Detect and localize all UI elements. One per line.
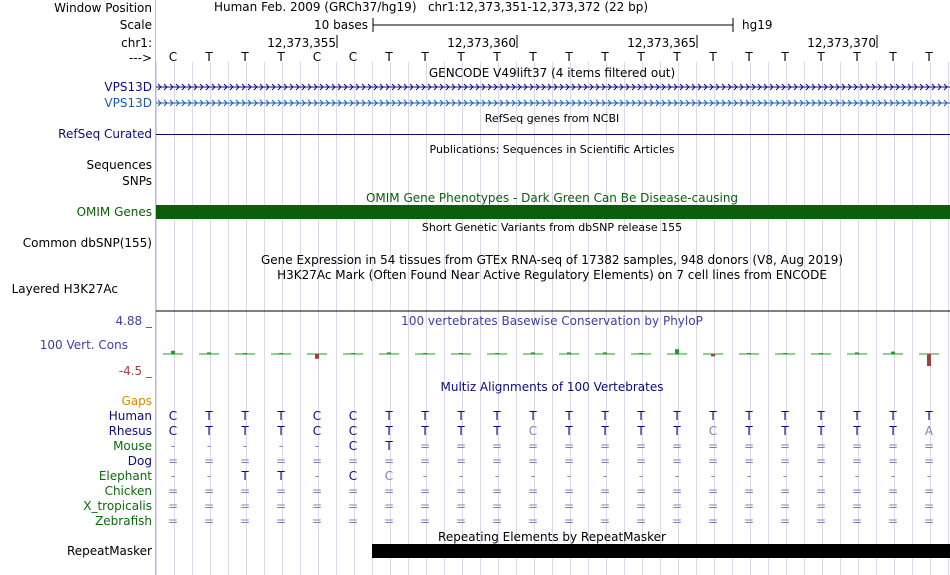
track-image-area[interactable]: [156, 0, 950, 575]
alignment-base: -: [674, 469, 680, 483]
alignment-base: =: [671, 439, 683, 453]
alignment-base: -: [782, 469, 788, 483]
label-omim-genes[interactable]: OMIM Genes: [76, 205, 152, 219]
alignment-base: =: [275, 454, 287, 468]
publications-title: Publications: Sequences in Scientific Articles: [429, 143, 675, 156]
phylop-bar: [603, 352, 607, 354]
alignment-base: =: [635, 499, 647, 513]
alignment-base: C: [312, 409, 322, 423]
base-letter: C: [348, 50, 358, 64]
alignment-base: =: [851, 484, 863, 498]
base-letter: T: [925, 50, 933, 64]
base-letter: T: [817, 50, 825, 64]
assembly-name: Human Feb. 2009 (GRCh37/hg19): [213, 0, 417, 14]
alignment-base: =: [311, 514, 323, 528]
alignment-base: T: [241, 409, 249, 423]
base-letter: C: [312, 50, 322, 64]
alignment-base: =: [563, 454, 575, 468]
alignment-base: =: [671, 454, 683, 468]
alignment-base: =: [851, 439, 863, 453]
alignment-base: =: [383, 484, 395, 498]
alignment-base: T: [889, 424, 897, 438]
alignment-base: =: [419, 454, 431, 468]
alignment-base: C: [528, 424, 538, 438]
position-range: chr1:12,373,351-12,373,372 (22 bp): [427, 0, 649, 14]
alignment-base: =: [779, 514, 791, 528]
alignment-base: =: [419, 499, 431, 513]
alignment-base: =: [311, 499, 323, 513]
alignment-base: =: [563, 484, 575, 498]
alignment-base: =: [383, 454, 395, 468]
alignment-base: =: [203, 514, 215, 528]
alignment-base: =: [347, 514, 359, 528]
alignment-base: =: [635, 454, 647, 468]
alignment-base: T: [601, 424, 609, 438]
alignment-base: =: [347, 484, 359, 498]
alignment-base: =: [491, 514, 503, 528]
position-tick-3: 12,373,365: [627, 36, 696, 50]
alignment-base: -: [638, 469, 644, 483]
label-window-position: Window Position: [54, 1, 152, 15]
alignment-base: =: [851, 499, 863, 513]
alignment-base: =: [527, 499, 539, 513]
alignment-base: =: [455, 484, 467, 498]
multiz-title: Multiz Alignments of 100 Vertebrates: [440, 380, 664, 394]
alignment-base: T: [853, 424, 861, 438]
alignment-base: T: [673, 409, 681, 423]
alignment-base: =: [275, 499, 287, 513]
alignment-base: T: [529, 409, 537, 423]
phylop-bar: [387, 352, 391, 354]
alignment-base: =: [275, 514, 287, 528]
alignment-base: T: [781, 409, 789, 423]
phylop-bar: [783, 353, 787, 354]
alignment-base: T: [493, 424, 501, 438]
label-cons-min: -4.5 _: [118, 364, 152, 378]
alignment-base: -: [170, 439, 176, 453]
alignment-base: =: [455, 454, 467, 468]
alignment-base: =: [743, 499, 755, 513]
base-letter: T: [637, 50, 645, 64]
alignment-base: =: [383, 514, 395, 528]
base-letter: T: [565, 50, 573, 64]
base-letter: T: [781, 50, 789, 64]
label-chicken[interactable]: Chicken: [104, 484, 152, 498]
alignment-base: =: [671, 499, 683, 513]
alignment-base: C: [348, 424, 358, 438]
phylop-bar: [747, 353, 751, 354]
phylop-plot[interactable]: [156, 338, 950, 378]
alignment-base: =: [635, 514, 647, 528]
scale-text: 10 bases: [314, 18, 368, 32]
alignment-base: =: [311, 484, 323, 498]
label-strand[interactable]: --->: [128, 51, 152, 65]
alignment-base: -: [242, 439, 248, 453]
alignment-base: T: [889, 409, 897, 423]
alignment-base: =: [851, 514, 863, 528]
snp-title: Short Genetic Variants from dbSNP release 155: [421, 221, 683, 234]
alignment-base: T: [385, 424, 393, 438]
alignment-base: =: [167, 514, 179, 528]
alignment-base: =: [527, 484, 539, 498]
label-elephant[interactable]: Elephant: [98, 469, 152, 483]
position-tick-4: 12,373,370: [807, 36, 876, 50]
h3k27ac-title: H3K27Ac Mark (Often Found Near Active Regulatory Elements) on 7 cell lines from ENCODE: [277, 268, 827, 282]
phylop-bar: [207, 352, 211, 354]
alignment-base: T: [385, 409, 393, 423]
alignment-base: =: [779, 454, 791, 468]
phylop-bar: [675, 349, 679, 354]
base-letter: T: [709, 50, 717, 64]
alignment-base: -: [746, 469, 752, 483]
alignment-base: T: [241, 424, 249, 438]
alignment-base: -: [854, 469, 860, 483]
alignment-base: =: [923, 499, 935, 513]
alignment-base: -: [206, 469, 212, 483]
alignment-base: C: [312, 424, 322, 438]
alignment-base: -: [710, 469, 716, 483]
alignment-base: =: [815, 514, 827, 528]
base-letter: T: [457, 50, 465, 64]
alignment-base: =: [671, 484, 683, 498]
track-labels-panel: [0, 0, 155, 575]
base-letter: T: [889, 50, 897, 64]
alignment-base: =: [707, 454, 719, 468]
alignment-base: -: [206, 439, 212, 453]
alignment-base: =: [239, 484, 251, 498]
alignment-base: =: [203, 484, 215, 498]
alignment-base: -: [566, 469, 572, 483]
base-letter: T: [205, 50, 213, 64]
refseq-gene-line[interactable]: [156, 133, 950, 137]
alignment-base: =: [563, 499, 575, 513]
position-tick-2: 12,373,360: [447, 36, 516, 50]
phylop-bar: [855, 352, 859, 354]
alignment-base: =: [851, 454, 863, 468]
phylop-bar: [711, 354, 715, 356]
label-vps13d-2[interactable]: VPS13D: [104, 96, 152, 110]
position-tick-marks: [156, 0, 950, 60]
alignment-base: =: [527, 514, 539, 528]
label-refseq-curated[interactable]: RefSeq Curated: [58, 127, 152, 141]
base-letter: T: [745, 50, 753, 64]
label-100-vert-cons[interactable]: 100 Vert. Cons: [39, 338, 128, 352]
alignment-base: C: [348, 469, 358, 483]
alignment-base: T: [277, 469, 285, 483]
alignment-base: =: [923, 514, 935, 528]
alignment-base: =: [491, 454, 503, 468]
alignment-base: =: [779, 484, 791, 498]
label-human[interactable]: Human: [108, 409, 152, 423]
alignment-base: =: [599, 484, 611, 498]
alignment-base: =: [167, 484, 179, 498]
alignment-base: =: [455, 514, 467, 528]
alignment-base: -: [278, 439, 284, 453]
alignment-base: T: [277, 409, 285, 423]
alignment-base: C: [384, 469, 394, 483]
phylop-bar: [423, 353, 427, 354]
alignment-base: -: [926, 469, 932, 483]
alignment-base: =: [887, 454, 899, 468]
alignment-base: T: [853, 409, 861, 423]
alignment-base: T: [637, 424, 645, 438]
alignment-base: =: [923, 439, 935, 453]
alignment-base: =: [887, 439, 899, 453]
base-letter: C: [168, 50, 178, 64]
label-sequences[interactable]: Sequences: [86, 158, 152, 172]
alignment-base: T: [457, 409, 465, 423]
phylop-bar: [927, 354, 931, 366]
base-letter: T: [277, 50, 285, 64]
alignment-base: T: [637, 409, 645, 423]
alignment-base: =: [491, 499, 503, 513]
alignment-base: T: [421, 424, 429, 438]
alignment-base: T: [673, 424, 681, 438]
alignment-base: C: [708, 424, 718, 438]
alignment-base: T: [817, 424, 825, 438]
alignment-base: =: [563, 439, 575, 453]
alignment-base: -: [458, 469, 464, 483]
label-repeatmasker[interactable]: RepeatMasker: [66, 544, 152, 558]
gtex-title: Gene Expression in 54 tissues from GTEx RNA-seq of 17382 samples, 948 donors (V8, Aug 2019): [260, 253, 844, 267]
alignment-base: =: [239, 499, 251, 513]
base-letter: T: [529, 50, 537, 64]
alignment-base: T: [277, 424, 285, 438]
phylop-bar: [243, 353, 247, 354]
alignment-base: =: [743, 439, 755, 453]
alignment-base: T: [709, 409, 717, 423]
alignment-base: -: [494, 469, 500, 483]
alignment-base: =: [275, 484, 287, 498]
omim-title: OMIM Gene Phenotypes - Dark Green Can Be Disease-causing: [365, 191, 739, 205]
alignment-base: =: [599, 454, 611, 468]
phylop-bar: [495, 353, 499, 354]
alignment-base: T: [781, 424, 789, 438]
phylop-title: 100 vertebrates Basewise Conservation by PhyloP: [401, 314, 703, 328]
alignment-base: =: [635, 484, 647, 498]
alignment-base: T: [241, 469, 249, 483]
phylop-bar: [567, 352, 571, 354]
alignment-base: =: [923, 484, 935, 498]
phylop-bar: [459, 353, 463, 354]
alignment-base: =: [203, 499, 215, 513]
alignment-base: T: [421, 409, 429, 423]
alignment-base: =: [419, 439, 431, 453]
alignment-base: =: [887, 499, 899, 513]
label-snps[interactable]: SNPs: [122, 174, 152, 188]
repeat-element-bar[interactable]: [372, 544, 950, 558]
alignment-base: =: [599, 439, 611, 453]
alignment-base: =: [707, 484, 719, 498]
alignment-base: =: [599, 499, 611, 513]
alignment-base: =: [923, 454, 935, 468]
label-gaps[interactable]: Gaps: [121, 394, 152, 408]
alignment-base: =: [347, 454, 359, 468]
alignment-base: T: [925, 409, 933, 423]
base-letter: T: [241, 50, 249, 64]
alignment-base: T: [493, 409, 501, 423]
alignment-base: =: [347, 499, 359, 513]
alignment-base: =: [455, 439, 467, 453]
gencode-title: GENCODE V49lift37 (4 items filtered out): [428, 66, 676, 80]
phylop-bar: [279, 353, 283, 354]
alignment-base: =: [563, 514, 575, 528]
alignment-base: =: [527, 439, 539, 453]
alignment-base: =: [779, 499, 791, 513]
base-letter: T: [385, 50, 393, 64]
alignment-base: =: [887, 484, 899, 498]
alignment-base: =: [599, 514, 611, 528]
alignment-base: -: [602, 469, 608, 483]
alignment-base: -: [170, 469, 176, 483]
alignment-base: =: [203, 454, 215, 468]
alignment-base: T: [205, 424, 213, 438]
alignment-base: T: [565, 424, 573, 438]
alignment-base: C: [168, 409, 178, 423]
alignment-base: =: [419, 484, 431, 498]
alignment-base: =: [491, 484, 503, 498]
alignment-base: =: [239, 514, 251, 528]
alignment-base: A: [924, 424, 934, 438]
alignment-base: =: [419, 514, 431, 528]
alignment-base: T: [817, 409, 825, 423]
label-rhesus[interactable]: Rhesus: [108, 424, 152, 438]
refseq-title: RefSeq genes from NCBI: [484, 112, 620, 125]
alignment-base: T: [745, 409, 753, 423]
alignment-base: T: [385, 439, 393, 453]
alignment-base: =: [311, 454, 323, 468]
position-tick-1: 12,373,355: [267, 36, 336, 50]
label-x-tropicalis[interactable]: X_tropicalis: [83, 499, 152, 513]
phylop-bar: [639, 353, 643, 354]
alignment-base: T: [565, 409, 573, 423]
phylop-bar: [891, 352, 895, 354]
alignment-base: T: [205, 409, 213, 423]
label-chr: chr1:: [121, 36, 152, 50]
alignment-base: C: [348, 409, 358, 423]
alignment-base: -: [314, 439, 320, 453]
label-layered-h3k27ac[interactable]: Layered H3K27Ac: [11, 282, 118, 296]
alignment-base: =: [743, 484, 755, 498]
alignment-base: -: [422, 469, 428, 483]
alignment-base: =: [527, 454, 539, 468]
alignment-base: =: [383, 499, 395, 513]
base-letter: T: [673, 50, 681, 64]
alignment-base: -: [530, 469, 536, 483]
phylop-bar: [315, 354, 319, 359]
alignment-base: =: [815, 484, 827, 498]
alignment-base: =: [239, 454, 251, 468]
repeat-title: Repeating Elements by RepeatMasker: [438, 530, 666, 544]
alignment-base: =: [455, 499, 467, 513]
alignment-base: =: [743, 454, 755, 468]
phylop-bar: [171, 351, 175, 354]
base-letter: T: [421, 50, 429, 64]
phylop-bar: [819, 353, 823, 354]
alignment-base: T: [457, 424, 465, 438]
label-scale: Scale: [119, 18, 152, 32]
phylop-bar: [531, 352, 535, 354]
alignment-base: =: [635, 439, 647, 453]
alignment-base: =: [887, 514, 899, 528]
label-cons-max: 4.88 _: [115, 314, 152, 328]
label-common-dbsnp[interactable]: Common dbSNP(155): [22, 236, 152, 250]
alignment-base: -: [890, 469, 896, 483]
base-letter: T: [493, 50, 501, 64]
alignment-base: =: [707, 499, 719, 513]
gencode-genes[interactable]: [156, 78, 950, 198]
alignment-base: T: [601, 409, 609, 423]
phylop-bar: [351, 353, 355, 354]
alignment-base: =: [815, 439, 827, 453]
alignment-base: =: [707, 514, 719, 528]
alignment-base: =: [815, 454, 827, 468]
base-letter: T: [853, 50, 861, 64]
alignment-base: =: [671, 514, 683, 528]
alignment-base: =: [167, 454, 179, 468]
alignment-base: =: [167, 499, 179, 513]
alignment-base: C: [168, 424, 178, 438]
alignment-base: C: [348, 439, 358, 453]
alignment-base: =: [491, 439, 503, 453]
label-mouse[interactable]: Mouse: [113, 439, 152, 453]
alignment-base: =: [815, 499, 827, 513]
label-dog[interactable]: Dog: [127, 454, 152, 468]
alignment-base: -: [314, 469, 320, 483]
alignment-base: =: [779, 439, 791, 453]
base-letter: T: [601, 50, 609, 64]
label-vps13d-1[interactable]: VPS13D: [104, 80, 152, 94]
alignment-base: =: [743, 514, 755, 528]
alignment-base: -: [818, 469, 824, 483]
label-zebrafish[interactable]: Zebrafish: [95, 514, 152, 528]
alignment-base: =: [707, 439, 719, 453]
omim-gene-bar[interactable]: [156, 205, 950, 219]
scale-db: hg19: [742, 18, 773, 32]
alignment-base: T: [745, 424, 753, 438]
